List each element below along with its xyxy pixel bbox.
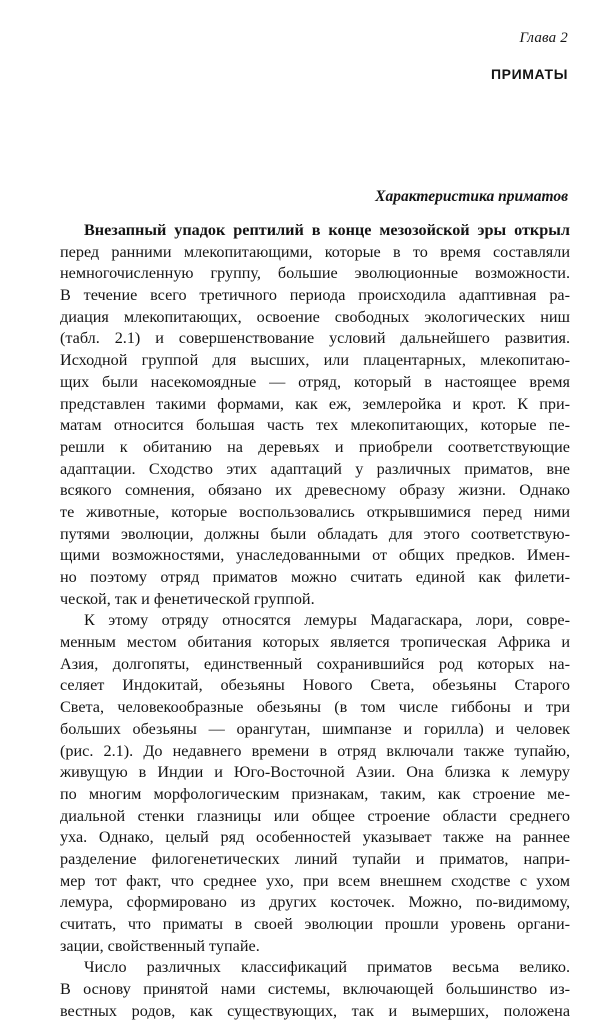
text-line: Азия, долгопяты, единственный сохранившийся род которых на- [60, 654, 570, 673]
text-line: адаптации. Сходство этих адаптаций у различных приматов, вне [60, 459, 570, 478]
text-line: В основу принятой нами системы, включающей большинство из- [60, 980, 570, 999]
text-line: вестных родов, как существующих, так и вымерших, положена [60, 1001, 570, 1020]
text-line: щих были насекомоядные — отряд, который в настоящее время [60, 372, 570, 391]
text-line: селяет Индокитай, обезьяны Нового Света, обезьяны Старого [60, 676, 570, 695]
text-line: ческой, так и фенетической группой. [60, 589, 315, 608]
text-line: но поэтому отряд приматов можно считать единой как филети- [60, 568, 570, 586]
text-line: Внезапный упадок рептилий в конце мезозойской эры открыл [84, 221, 570, 239]
text-line: по многим морфологическим признакам, таким, как строение ме- [60, 784, 570, 803]
text-line: уха. Однако, целый ряд особенностей указывает также на раннее [60, 828, 570, 847]
paragraph-3 [60, 957, 570, 1022]
text-line: представлен такими формами, как еж, землеройка и крот. К при- [60, 394, 570, 413]
text-line: перед ранними млекопитающими, которые в то время составляли [60, 242, 570, 261]
text-line: зации, свойственный тупайе. [60, 936, 260, 955]
text-line: решли к обитанию на деревьях и приобрели соответствующие [60, 437, 570, 456]
text-line: (табл. 2.1) и совершенствование условий дальнейшего развития. [60, 329, 570, 348]
text-line: путями эволюции, должны были обладать для этого соответствую- [60, 524, 570, 543]
text-line: немногочисленную группу, большие эволюционные возможности. [60, 264, 570, 283]
text-line: Число различных классификаций приматов весьма велико. [84, 958, 570, 977]
text-line: всякого сомнения, обязано их древесному образу жизни. Однако [60, 481, 570, 500]
chapter-title: ПРИМАТЫ [491, 66, 568, 82]
paragraph-2 [60, 610, 570, 957]
text-line: матам относится большая часть тех млекопитающих, которые пе- [60, 416, 570, 435]
text-line: К этому отряду относятся лемуры Мадагаскара, лори, совре- [84, 611, 570, 630]
text-line: те животные, которые воспользовались открывшимися перед ними [60, 502, 570, 521]
text-line: Исходной группой для высших, или плацентарных, млекопитаю- [60, 351, 570, 370]
text-line: диальной стенки глазницы или общее строение области среднего [60, 806, 570, 825]
text-line: В течение всего третичного периода происходила адаптивная ра- [60, 286, 570, 305]
text-line: разделение филогенетических линий тупайи и приматов, напри- [60, 849, 570, 868]
text-line: щими возможностями, унаследованными от общих предков. Имен- [60, 546, 570, 565]
text-line: диация млекопитающих, освоение свободных экологических ниш [60, 307, 570, 326]
paragraph-1 [60, 220, 570, 610]
text-line: Света, человекообразные обезьяны (в том числе гиббоны и три [60, 698, 570, 717]
text-line: больших обезьяны — орангутан, шимпанзе и горилла) и человек [60, 719, 570, 738]
text-line: живущую в Индии и Юго-Восточной Азии. Она близка к лемуру [60, 763, 570, 782]
section-title: Характеристика приматов [375, 188, 568, 205]
text-line: (рис. 2.1). До недавнего времени в отряд включали также тупайю, [60, 741, 570, 760]
chapter-label: Глава 2 [519, 30, 568, 46]
text-line: менным местом обитания которых является тропическая Африка и [60, 633, 570, 652]
body-text [60, 220, 570, 1022]
text-line: лемура, сформировано из других косточек. Можно, по-видимому, [60, 893, 570, 912]
text-line: считать, что приматы в своей эволюции прошли уровень органи- [60, 915, 570, 933]
text-line: мер тот факт, что среднее ухо, при всем внешнем сходстве с ухом [60, 871, 570, 890]
